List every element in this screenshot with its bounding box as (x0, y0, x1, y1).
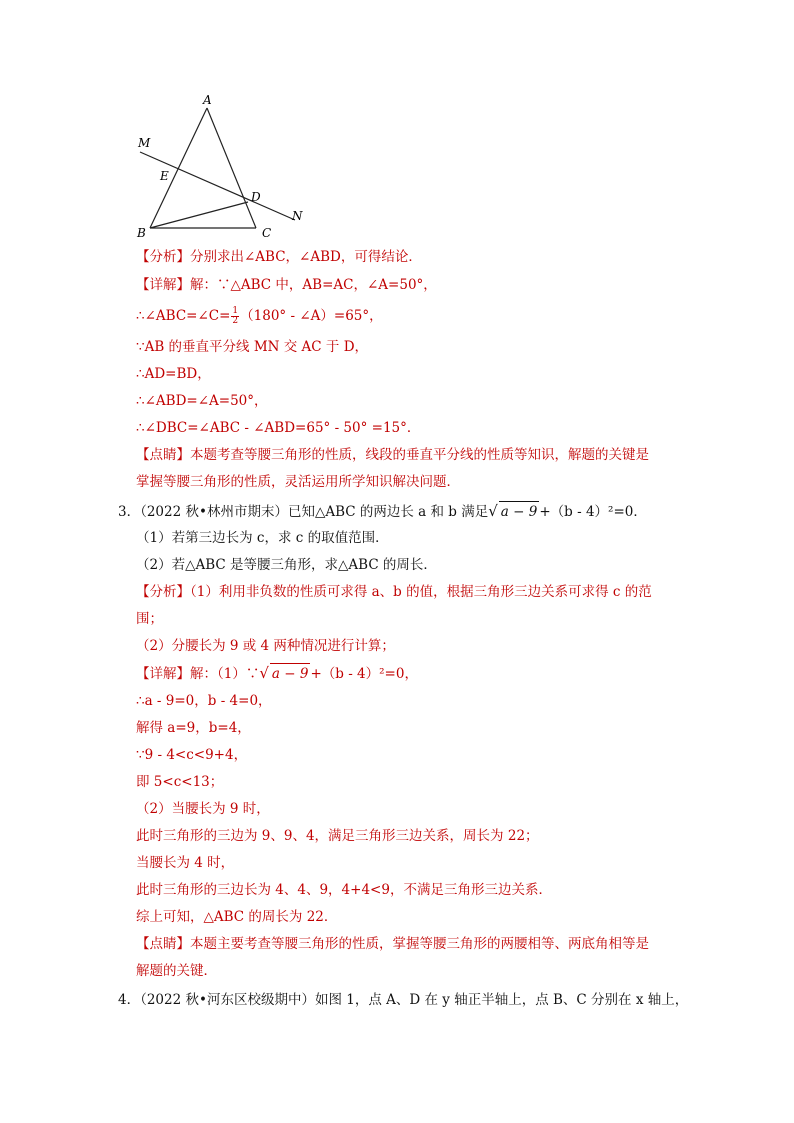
label-b: B (137, 226, 146, 240)
p2-detail-line-2: ∴∠ABC=∠C= $\frac{1}{2}$ （180° - ∠A）=65°， (136, 306, 383, 326)
p3-detail-line-3: 解得 a=9，b=4， (136, 720, 251, 736)
p3-detail-line-9: 此时三角形的三边长为 4、4、9，4+4<9，不满足三角形三边关系． (136, 882, 552, 898)
p3-detail-line-7: 此时三角形的三边为 9、9、4，满足三角形三边关系，周长为 22； (136, 828, 539, 844)
p3-analysis-line-2: 围； (136, 611, 163, 627)
p3-detail-line-5: 即 5<c<13； (136, 774, 224, 790)
p3-detail-line-2: ∴a - 9=0，b - 4=0， (136, 693, 272, 709)
p3-comment-line-2: 解题的关键． (136, 963, 217, 979)
p3-comment-line-1: 【点睛】本题主要考查等腰三角形的性质，掌握等腰三角形的两腰相等、两底角相等是 (136, 936, 649, 952)
p3-detail-line-1: 【详解】解：（1）∵√ a − 9 +（b - 4）²=0， (136, 664, 418, 682)
p3-analysis-line-3: （2）分腰长为 9 或 4 两种情况进行计算； (136, 638, 395, 654)
p3-detail-line-6: （2）当腰长为 9 时， (136, 801, 270, 817)
p4-stem: 4．（2022 秋•河东区校级期中）如图 1，点 A、D 在 y 轴正半轴上，点 B、C 分别在 x 轴上， (118, 992, 689, 1008)
p2-detail-line-5: ∴∠ABD=∠A=50°， (136, 393, 268, 409)
p3-detail-radical: a − 9 (270, 663, 311, 684)
p3-detail-line-8: 当腰长为 4 时， (136, 855, 235, 871)
label-c: C (262, 226, 272, 240)
label-m: M (138, 136, 151, 150)
p2-comment-line-2: 掌握等腰三角形的性质，灵活运用所学知识解决问题． (136, 474, 460, 490)
p2-detail-line-3: ∵AB 的垂直平分线 MN 交 AC 于 D， (136, 339, 369, 355)
p3-analysis-line-1: 【分析】（1）利用非负数的性质可求得 a、b 的值，根据三角形三边关系可求得 c 的范 (136, 584, 652, 600)
segment-bd (150, 202, 248, 228)
label-e: E (160, 169, 169, 183)
p3-detail-line-10: 综上可知，△ABC 的周长为 22． (136, 909, 338, 925)
p2-detail-line-4: ∴AD=BD， (136, 366, 211, 382)
label-a: A (203, 93, 212, 107)
p3-detail-line-4: ∵9 - 4<c<9+4， (136, 747, 248, 763)
p3-stem-radical: a − 9 (499, 501, 540, 522)
p3-question-1: （1）若第三边长为 c，求 c 的取值范围． (136, 530, 389, 546)
label-n: N (292, 209, 303, 223)
triangle-figure (130, 90, 320, 242)
p3-question-2: （2）若△ABC 是等腰三角形，求△ABC 的周长． (136, 557, 437, 573)
fraction-half: $\frac{1}{2}$ (232, 306, 239, 326)
label-d: D (251, 190, 261, 204)
p2-detail-line-6: ∴∠DBC=∠ABC - ∠ABD=65° - 50° =15°． (136, 420, 421, 436)
p2-comment-line-1: 【点睛】本题考查等腰三角形的性质，线段的垂直平分线的性质等知识，解题的关键是 (136, 447, 649, 463)
p2-detail-line-1: 【详解】解：∵△ABC 中，AB=AC，∠A=50°， (136, 277, 437, 293)
p3-stem: 3．（2022 秋•林州市期末）已知△ABC 的两边长 a 和 b 满足√ a − 9 +（b - 4）²=0． (118, 502, 647, 520)
p2-analysis: 【分析】分别求出∠ABC，∠ABD，可得结论． (136, 249, 422, 265)
segment-ac (207, 108, 256, 228)
segment-ab (150, 108, 207, 228)
